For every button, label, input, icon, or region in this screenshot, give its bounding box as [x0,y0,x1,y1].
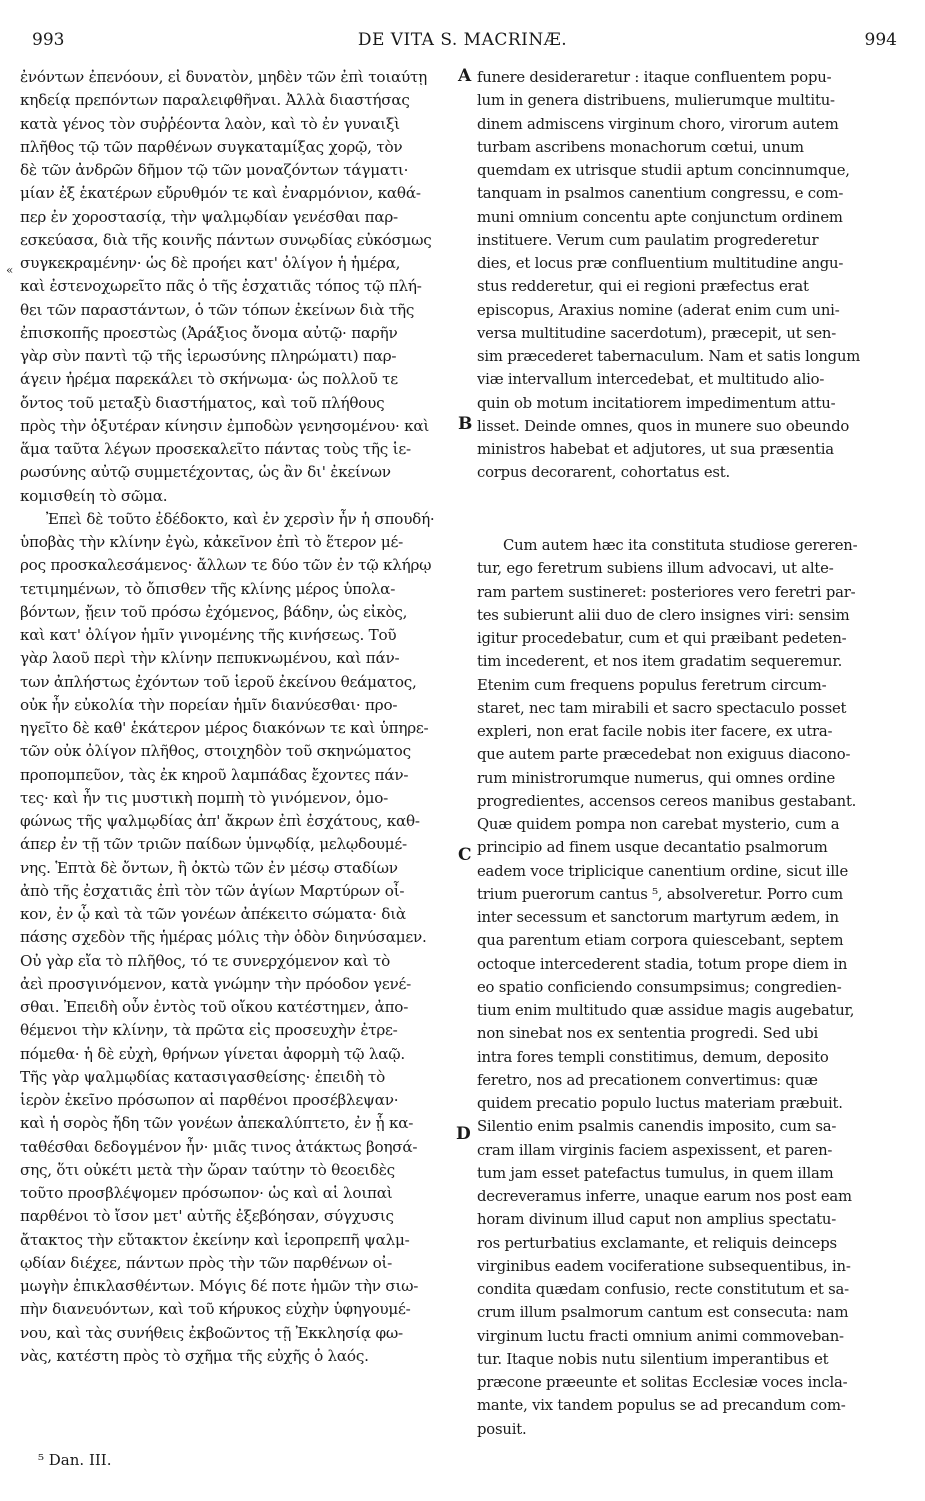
text-line: κηδείᾳ πρεπόντων παραλειφθῆναι. Ἀλλὰ διαστήσας [20,91,410,110]
text-line: φώνως τῆς ψαλμῳδίας ἀπ' ἄκρων ἐπὶ ἐσχάτους, καθ- [20,812,420,830]
section-marker-d: D [456,1124,471,1144]
text-line: παρθένοι τὸ ἴσον μετ' αὐτῆς ἐξεβόησαν, σύγχυσις [20,1207,394,1226]
text-line: κον, ἐν ᾧ καὶ τὰ τῶν γονέων ἀπέκειτο σώματα· διὰ [20,905,406,923]
text-line: καὶ κατ' ὀλίγον ἡμῖν γινομένης τῆς κινήσεως. Τοῦ [20,626,397,644]
text-line: ἀεὶ προσγινόμενον, κατὰ γνώμην τὴν πρόοδον γενέ- [20,974,411,993]
text-line: lum in genera distribuens, mulierumque multitu- [477,92,835,110]
text-line: Οὐ γὰρ εἴα τὸ πλῆθος, τό τε συνερχόμενον καὶ τὸ [20,951,390,970]
page-header [0,30,925,54]
text-line: turbam ascribens monachorum cœtui, unum [477,138,804,156]
text-line: dinem admiscens virginum choro, virorum autem [477,115,839,133]
text-line: trium puerorum cantus ⁵, absolveretur. Porro cum [477,885,843,903]
text-line: νὰς, κατέστη πρὸς τὸ σχῆμα τῆς εὐχῆς ὁ λαός. [20,1346,369,1365]
text-line: Etenim cum frequens populus feretrum circum- [477,676,827,694]
text-line: καὶ ἡ σορὸς ἤδη τῶν γονέων ἀπεκαλύπτετο, ἐν ᾗ κα- [20,1114,414,1133]
text-line: staret, nec tam mirabili et sacro spectaculo posset [477,699,847,717]
text-line: Cum autem hæc ita constituta studiose gereren- [503,537,858,554]
text-line: decreveramus inferre, unaque earum nos post eam [477,1188,852,1205]
text-line: progredientes, accensos cereos manibus gestabant. [477,792,857,810]
text-line: ἀπὸ τῆς ἐσχατιᾶς ἐπὶ τὸν τῶν ἁγίων Μαρτύρων οἶ- [20,881,405,900]
text-line: ηγεῖτο δὲ καθ' ἑκάτερον μέρος διακόνων τε καὶ ὑπηρε- [20,719,429,737]
text-line: τες· καὶ ἦν τις μυστικὴ πομπὴ τὸ γινόμενον, ὁμο- [20,788,389,807]
text-line: octoque intercederent stadia, totum prope diem in [477,955,848,973]
text-line: περ ἐν χοροστασίᾳ, τὴν ψαλμῳδίαν γενέσθαι παρ- [20,207,398,226]
text-line: tes subierunt alii duo de clero insignes viri: sensim [477,606,850,624]
text-line: δὲ τῶν ἀνδρῶν δῆμον τῷ τῶν μοναζόντων τάγματι· [20,161,409,179]
text-line: quemdam ex utrisque studii aptum concinnumque, [477,162,850,179]
text-line: τοῦτο προσβλέψομεν πρόσωπον· ὡς καὶ αἱ λοιπαὶ [20,1184,393,1202]
text-line: condita quædam confusio, recte constitutum et sa- [477,1281,849,1298]
text-line: ἐπισκοπῆς προεστὼς (Ἀράξιος ὄνομα αὐτῷ· παρῆν [20,323,398,342]
text-line: ἄτακτος τὴν εὔτακτον ἐκείνην καὶ ἱεροπρεπῆ ψαλμ- [20,1230,410,1249]
text-line: versa multitudine sacerdotum), præcepit, ut sen- [477,324,837,342]
text-line: inter secessum et sanctorum martyrum ædem, in [477,909,839,926]
text-line: corpus decorarent, cohortatus est. [477,464,731,482]
text-line: eadem voce triplicique canentium ordine, sicut ille [477,862,849,880]
text-line: γὰρ λαοῦ περὶ τὴν κλίνην πεπυκνωμένου, καὶ πάν- [20,649,400,668]
text-line: θει τῶν παραστάντων, ὁ τῶν τόπων ἐκείνων διὰ τῆς [20,300,415,319]
text-line: μίαν ἐξ ἑκατέρων εὔρυθμόν τε καὶ ἐναρμόνιον, καθά- [20,184,421,203]
text-line: Silentio enim psalmis canendis imposito, cum sa- [477,1118,837,1136]
text-line: muni omnium concentu apte conjunctum ordinem [477,208,843,226]
text-line: σης, ὅτι οὐκέτι μετὰ τὴν ὥραν ταύτην τὸ θεοειδὲς [20,1160,395,1179]
text-line: θέμενοι τὴν κλίνην, τὰ πρῶτα εἰς προσευχὴν ἐτρε- [20,1021,398,1040]
text-line: dies, et locus præ confluentium multitudine angu- [477,255,844,272]
text-line: crum illum psalmorum cantum est consecuta: nam [477,1304,849,1322]
text-line: πὴν διανευόντων, καὶ τοῦ κήρυκος εὐχὴν ὑφηγουμέ- [20,1300,411,1319]
section-marker-a: A [458,66,472,86]
text-line: οὐκ ἦν εὐκολία τὴν πορείαν ἡμῖν διανύεσθαι· προ- [20,695,398,714]
text-line: tanquam in psalmos canentium congressu, e com- [477,185,844,203]
text-line: intra fores templi constitimus, demum, deposito [477,1048,829,1066]
text-line: Τῆς γὰρ ψαλμῳδίας κατασιγασθείσης· ἐπειδὴ τὸ [20,1067,385,1086]
text-line: τῶν οὐκ ὀλίγον πλῆθος, στοιχηδὸν τοῦ σκηνώματος [20,742,411,761]
text-line: ἱερὸν ἐκεῖνο πρόσωπον αἱ παρθένοι προσέβλεψαν· [20,1091,399,1109]
text-line: præcone præeunte et solitas Ecclesiæ voces incla- [477,1374,848,1391]
text-line: ὑποβὰς τὴν κλίνην ἐγὼ, κἀκεῖνον ἐπὶ τὸ ἕτερον μέ- [20,533,403,551]
text-line: quidem precatio populo luctus materiam præbuit. [477,1095,843,1112]
latin-column-paragraph-2 [477,534,895,1441]
text-line: cram illam virginis faciem aspexissent, et paren- [477,1141,833,1159]
text-line: ρος προσκαλεσάμενος· ἄλλων τε δύο τῶν ἐν τῷ κλήρῳ [20,556,432,575]
text-line: tim incederent, et nos item gradatim sequeremur. [477,653,843,671]
text-line: non sinebat nos ex sententia progredi. Sed ubi [477,1025,819,1043]
text-line: ram partem sustineret: posteriores vero feretri par- [477,583,856,601]
text-line: funere desideraretur : itaque confluentem popu- [477,69,832,86]
text-line: ὄντος τοῦ μεταξὺ διαστήματος, καὶ τοῦ πλήθους [20,393,385,412]
text-line: μωγὴν ἐπικλασθέντων. Μόγις δέ ποτε ἡμῶν τὴν σιω- [20,1277,419,1295]
text-line: rum ministrorumque numerus, qui omnes ordine [477,769,836,787]
text-line: horam divinum illud caput non amplius spectatu- [477,1211,837,1229]
text-line: igitur procedebatur, cum et qui præibant pedeten- [477,630,847,647]
text-line: expleri, non erat facile nobis iter facere, ex utra- [477,723,833,740]
text-line: κατὰ γένος τὸν συῤῥέοντα λαὸν, καὶ τὸ ἐν γυναιξὶ [20,114,400,133]
text-line: πόμεθα· ἡ δὲ εὐχὴ, θρήνων γίνεται ἀφορμὴ τῷ λαῷ. [20,1044,405,1063]
text-line: Quæ quidem pompa non carebat mysterio, cum a [477,816,840,833]
text-line: ἐνόντων ἐπενόουν, εἰ δυνατὸν, μηδὲν τῶν ἐπὶ τοιαύτῃ [20,68,428,86]
page-number-left: 993 [32,30,65,50]
text-line: tum jam esset patefactus tumulus, in quem illam [477,1164,834,1182]
text-line: tur. Itaque nobis nutu silentium imperantibus et [477,1350,829,1368]
text-line: feretro, nos ad precationem convertimus: quæ [477,1071,818,1089]
text-line: ῳδίαν διέχεε, πάντων πρὸς τὴν τῶν παρθένων οἰ- [20,1253,393,1272]
text-line: καὶ ἐστενοχωρεῖτο πᾶς ὁ τῆς ἐσχατιᾶς τόπος τῷ πλή- [20,277,422,296]
text-line: virginum luctu fracti omnium animi commoveban- [477,1327,844,1345]
text-line: stus redderetur, qui ei regioni præfectus erat [477,278,809,296]
text-line: εσκεύασα, διὰ τῆς κοινῆς πάντων συνῳδίας εὐκόσμως [20,230,432,249]
text-line: συγκεκραμένην· ὡς δὲ προήει κατ' ὀλίγον ἡ ἡμέρα, [20,254,401,272]
text-line: lisset. Deinde omnes, quos in munere suo obeundo [477,417,850,435]
text-line: πάσης σχεδὸν τῆς ἡμέρας μόλις τὴν ὁδὸν διηνύσαμεν. [20,928,427,947]
text-line: qua parentum etiam corpora quiescebant, septem [477,932,844,950]
latin-column-paragraph-1 [477,66,895,485]
section-marker-b: B [458,414,473,434]
text-line: νου, καὶ τὰς συνήθεις ἐκβοῶντος τῇ Ἐκκλησίᾳ φω- [20,1323,403,1342]
section-marker-c: C [458,845,472,865]
text-line: πρὸς τὴν ὀξυτέραν κίνησιν ἐμποδὼν γενησομένου· καὶ [20,416,430,435]
text-line: των ἀπλήστως ἐχόντων τοῦ ἱεροῦ ἐκείνου θεάματος, [20,672,417,691]
text-line: Ἐπεὶ δὲ τοῦτο ἐδέδοκτο, καὶ ἐν χερσὶν ἦν ἡ σπουδή· [46,509,435,528]
greek-column [20,66,456,1368]
text-line: posuit. [477,1420,527,1438]
running-title: DE VITA S. MACRINÆ. [357,30,568,50]
text-line: σθαι. Ἐπειδὴ οὖν ἐντὸς τοῦ οἴκου κατέστημεν, ἀπο- [20,998,409,1016]
text-line: γὰρ σὺν παντὶ τῷ τῆς ἱερωσύνης πληρώματι) παρ- [20,347,397,365]
text-line: tur, ego feretrum subiens illum advocavi, ut alte- [477,560,834,578]
text-line: προπομπεῦον, τὰς ἐκ κηροῦ λαμπάδας ἔχοντες πάν- [20,765,409,784]
text-line: άπερ ἐν τῇ τῶν τριῶν παίδων ὑμνῳδίᾳ, μελῳδουμέ- [20,835,407,854]
text-line: viæ intervallum intercedebat, et multitudo alio- [477,371,825,389]
text-line: principio ad finem usque decantatio psalmorum [477,839,828,857]
text-line: ministros habebat et adjutores, ut sua præsentia [477,441,834,458]
text-line: ἅμα ταῦτα λέγων προσεκαλεῖτο πάντας τοὺς τῆς ἱε- [20,440,411,458]
footnote: ⁵ Dan. III. [38,1451,112,1469]
text-line: άγειν ἠρέμα παρεκάλει τὸ σκήνωμα· ὡς πολλοῦ τε [20,370,398,389]
text-line: ros perturbatius exclamante, et reliquis deinceps [477,1234,837,1252]
text-line: πλῆθος τῷ τῶν παρθένων συγκαταμίξας χορῷ, τὸν [20,137,403,156]
text-line: ταθέσθαι δεδογμένον ἦν· μιᾶς τινος ἀτάκτως βοησά- [20,1137,418,1156]
text-line: virginibus eadem vociferatione subsequentibus, in- [477,1257,851,1275]
text-line: quin ob motum incitatiorem impedimentum attu- [477,394,836,412]
text-line: tium enim multitudo quæ assidue magis augebatur, [477,1002,855,1019]
text-line: βόντων, ᾔειν τοῦ πρόσω ἐχόμενος, βάδην, ὡς εἰκὸς, [20,602,408,621]
text-line: eo spatio conficiendo consumpsimus; congredien- [477,978,842,996]
text-line: mante, vix tandem populus se ad precandum com- [477,1397,846,1415]
text-line: episcopus, Araxius nomine (aderat enim cum uni- [477,301,840,319]
text-line: κομισθείη τὸ σῶμα. [20,486,168,505]
text-line: instituere. Verum cum paulatim progrederetur [477,231,819,249]
text-line: que autem parte præcedebat non exiguus diacono- [477,746,851,764]
text-line: sim præcederet tabernaculum. Nam et satis longum [477,348,861,365]
text-line: τετιμημένων, τὸ ὄπισθεν τῆς κλίνης μέρος ὑπολα- [20,579,396,598]
page-number-right: 994 [864,30,897,50]
text-line: ρωσύνης αὐτῷ συμμετέχοντας, ὡς ἂν δι' ἐκείνων [20,463,391,482]
text-line: νης. Ἑπτὰ δὲ ὄντων, ἢ ὀκτὼ τῶν ἐν μέσῳ σταδίων [20,858,398,877]
margin-mark: « [6,263,14,277]
